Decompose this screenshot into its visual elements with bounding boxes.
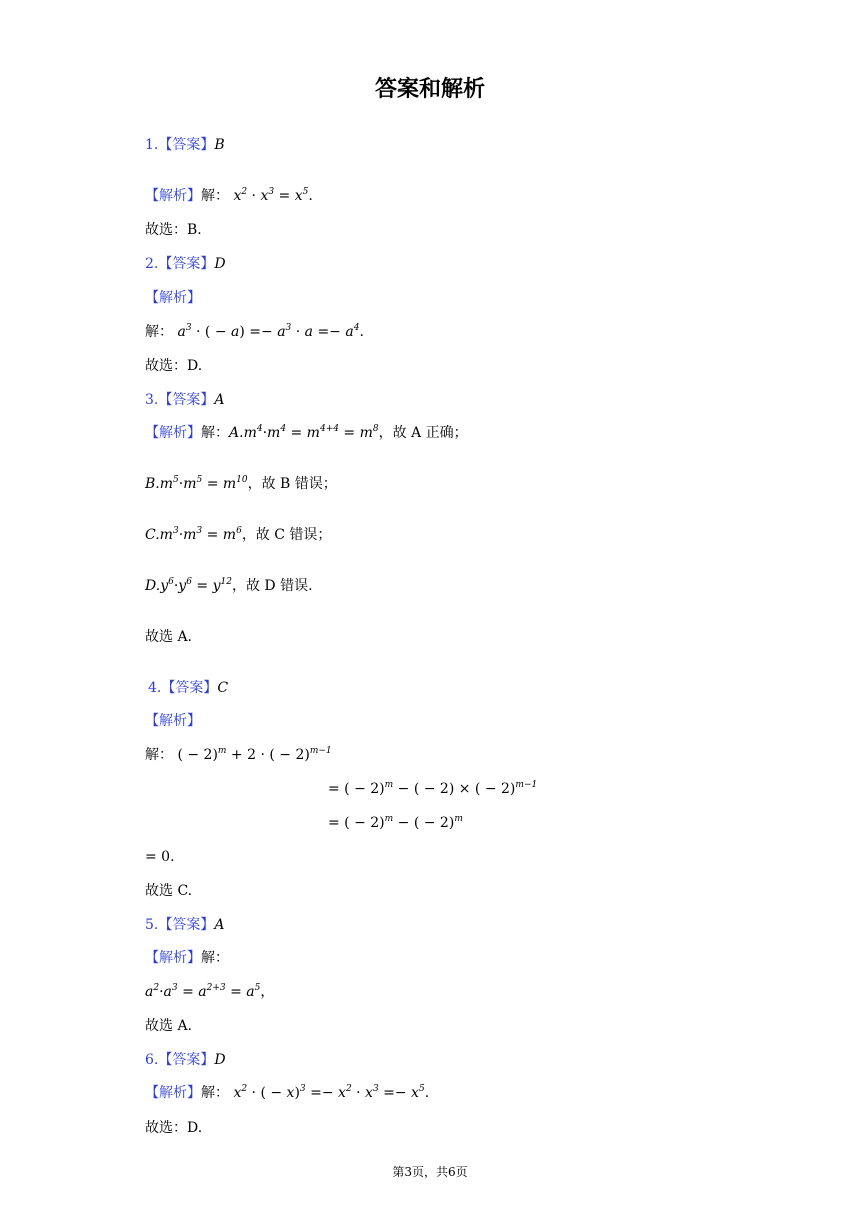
q3-option-d-note: ，故 D 错误. [231, 578, 313, 594]
q4-answer-tag: 【答案】 [161, 680, 218, 696]
q3-option-a-label: A. [229, 425, 244, 441]
q5-analysis-line [145, 948, 229, 968]
q1-answer: B [214, 137, 225, 153]
q1-analysis-tag: 【解析】 [145, 188, 201, 204]
q4-solution-line-1 [145, 745, 332, 765]
q1-analysis-line [145, 186, 313, 206]
q6-jie: 解： [201, 1085, 229, 1101]
q3-number: 3. [145, 392, 159, 408]
page-footer: 第3页，共6页 [392, 1165, 468, 1179]
q1-answer-tag: 【答案】 [158, 137, 215, 153]
q3-option-a-note: ，故 A 正确； [378, 425, 468, 441]
q4-answer: C [217, 680, 229, 696]
q2-solution-line [145, 322, 364, 342]
q3-option-d-formula: $y^6\cdot y^6 = y^{12}$ [160, 577, 232, 594]
q2-answer: D [214, 256, 226, 272]
q3-option-d-label: D. [145, 578, 161, 594]
q1-conclusion: 故选：B. [145, 222, 202, 238]
q2-conclusion: 故选：D. [145, 358, 203, 374]
q4-number: 4. [148, 680, 162, 696]
q4-solution-line-2 [328, 779, 537, 799]
q2-jie: 解： [145, 324, 173, 340]
q3-analysis-tag: 【解析】 [145, 425, 201, 441]
q3-jie: 解： [201, 425, 229, 441]
q2-answer-tag: 【答案】 [158, 256, 215, 272]
q3-option-c-label: C. [145, 527, 160, 543]
q1-formula: $x^2 \cdot x^3 = x^5$. [233, 187, 313, 204]
q4-analysis-tag: 【解析】 [145, 713, 201, 729]
q2-number: 2. [145, 256, 159, 272]
q1-jie: 解： [201, 188, 229, 204]
q1-number: 1. [145, 137, 159, 153]
q6-analysis-line [145, 1083, 429, 1103]
q4-formula-2: = ( − 2)$^m$ − ( − 2) × ( − 2)$^{m-1}$ [328, 780, 538, 797]
q4-solution-line-3 [328, 813, 463, 833]
q3-option-b [145, 474, 337, 494]
q3-analysis-line [145, 423, 468, 443]
q3-option-d [145, 576, 313, 596]
q3-option-c [145, 525, 331, 545]
q6-answer-tag: 【答案】 [158, 1052, 215, 1068]
q3-option-b-note: ，故 B 错误； [247, 476, 337, 492]
q2-answer-line [145, 254, 226, 274]
q5-analysis-tag: 【解析】 [145, 950, 201, 966]
q5-formula: $a^2\cdot a^3 = a^{2+3} = a^5$， [145, 983, 275, 1000]
q5-jie: 解： [201, 950, 229, 966]
q2-analysis-tag: 【解析】 [145, 290, 201, 306]
q4-formula-1: ( − 2)$^m$ + 2 · ( − 2)$^{m-1}$ [177, 746, 332, 763]
q3-answer-line [145, 390, 224, 410]
q3-option-b-formula: $m^5\cdot m^5 = m^{10}$ [159, 475, 248, 492]
q6-conclusion: 故选：D. [145, 1120, 203, 1136]
q3-answer: A [214, 392, 225, 408]
q3-option-b-label: B. [145, 476, 160, 492]
q5-number: 5. [145, 917, 159, 933]
q1-answer-line [145, 135, 225, 155]
q4-jie: 解： [145, 747, 173, 763]
q6-number: 6. [145, 1052, 159, 1068]
q5-answer-tag: 【答案】 [158, 917, 215, 933]
q4-formula-3: = ( − 2)$^m$ − ( − 2)$^m$ [328, 814, 463, 831]
q3-option-c-note: ，故 C 错误； [241, 527, 332, 543]
q3-option-c-formula: $m^3\cdot m^3 = m^6$ [159, 526, 242, 543]
q6-formula: $x^2$ · ( − $x)^3 =- x^2 \cdot x^3 =- x^5$. [233, 1084, 430, 1101]
page-title: 答案和解析 [374, 77, 485, 102]
q5-solution-line [145, 982, 274, 1002]
q3-answer-tag: 【答案】 [158, 392, 215, 408]
q6-answer-line [145, 1050, 226, 1070]
q4-answer-line [148, 678, 228, 698]
q5-conclusion: 故选 A. [145, 1018, 193, 1034]
q2-formula: $a^3$ · ( − $a) =- a^3 \cdot a =- a^4$. [177, 323, 364, 340]
q6-analysis-tag: 【解析】 [145, 1085, 201, 1101]
q6-answer: D [214, 1052, 226, 1068]
q5-answer: A [214, 917, 225, 933]
q4-conclusion: 故选 C. [145, 883, 193, 899]
q5-answer-line [145, 915, 224, 935]
q3-option-a-formula: $m^4\cdot m^4 = m^{4+4} = m^8$ [243, 424, 379, 441]
q3-conclusion: 故选 A. [145, 629, 193, 645]
q4-final: = 0. [145, 849, 175, 865]
